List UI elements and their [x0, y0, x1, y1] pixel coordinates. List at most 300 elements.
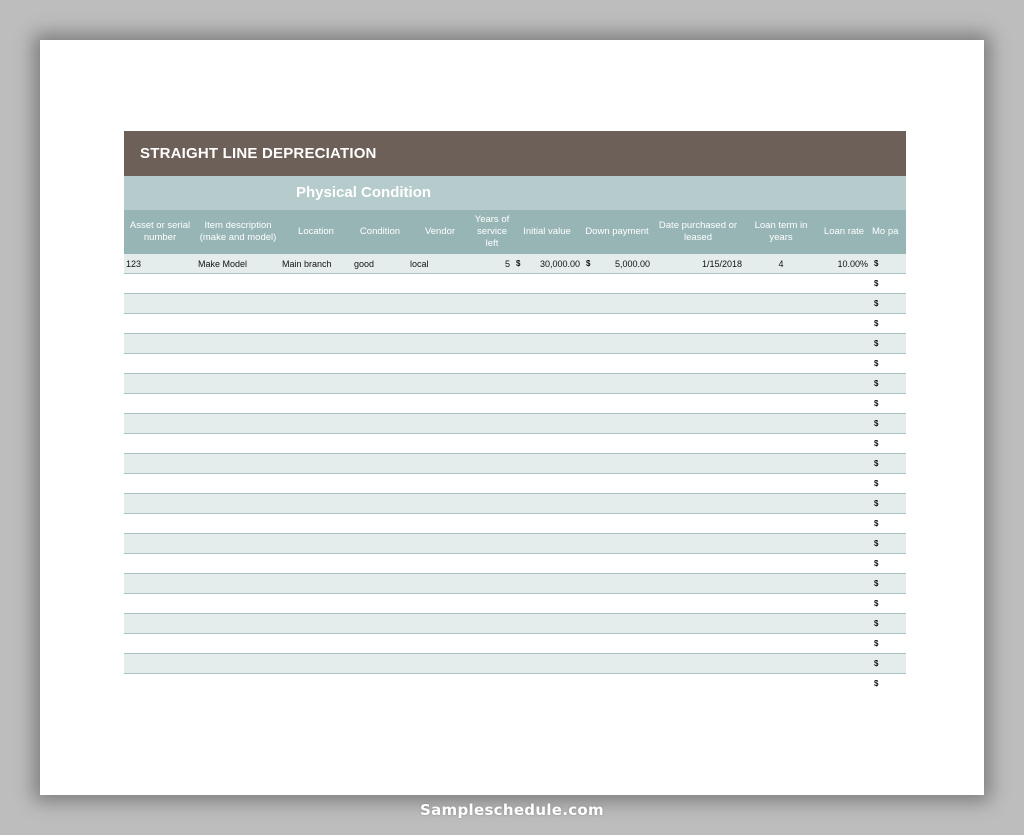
table-cell[interactable]: [408, 354, 472, 374]
table-cell[interactable]: [196, 594, 280, 614]
table-cell[interactable]: [124, 374, 196, 394]
table-cell[interactable]: [472, 334, 512, 354]
table-cell[interactable]: [352, 494, 408, 514]
table-cell[interactable]: [528, 334, 582, 354]
table-cell[interactable]: [528, 534, 582, 554]
table-cell[interactable]: [598, 414, 652, 434]
table-cell[interactable]: [582, 434, 598, 454]
table-cell[interactable]: [512, 314, 528, 334]
table-cell[interactable]: [818, 554, 870, 574]
table-cell[interactable]: [124, 514, 196, 534]
table-cell[interactable]: [652, 494, 744, 514]
table-cell[interactable]: [280, 354, 352, 374]
table-cell[interactable]: [582, 274, 598, 294]
cell-initial-value[interactable]: 30,000.00: [528, 254, 582, 274]
table-cell[interactable]: [472, 554, 512, 574]
table-cell[interactable]: [512, 574, 528, 594]
table-cell[interactable]: [352, 534, 408, 554]
table-cell[interactable]: [598, 534, 652, 554]
table-cell[interactable]: [528, 434, 582, 454]
table-cell[interactable]: [408, 574, 472, 594]
table-cell[interactable]: [744, 494, 818, 514]
table-cell[interactable]: [652, 374, 744, 394]
table-cell[interactable]: [512, 614, 528, 634]
cell-down-payment[interactable]: 5,000.00: [598, 254, 652, 274]
table-cell[interactable]: [652, 394, 744, 414]
table-cell[interactable]: [598, 294, 652, 314]
table-cell[interactable]: [472, 294, 512, 314]
table-cell[interactable]: [408, 474, 472, 494]
table-cell[interactable]: [528, 454, 582, 474]
table-cell[interactable]: [472, 274, 512, 294]
table-cell[interactable]: [196, 454, 280, 474]
table-cell[interactable]: [512, 274, 528, 294]
table-cell[interactable]: [280, 474, 352, 494]
table-cell[interactable]: [408, 334, 472, 354]
table-cell[interactable]: [744, 674, 818, 692]
table-cell[interactable]: [582, 314, 598, 334]
table-cell[interactable]: [280, 674, 352, 692]
table-cell[interactable]: [528, 374, 582, 394]
table-row[interactable]: [124, 394, 906, 414]
table-cell[interactable]: [196, 474, 280, 494]
table-cell[interactable]: [472, 654, 512, 674]
table-cell[interactable]: [124, 314, 196, 334]
table-row[interactable]: [124, 454, 906, 474]
table-row[interactable]: [124, 334, 906, 354]
table-cell[interactable]: [598, 574, 652, 594]
table-cell[interactable]: [472, 354, 512, 374]
table-cell[interactable]: [352, 294, 408, 314]
table-cell[interactable]: [652, 594, 744, 614]
table-cell[interactable]: [598, 334, 652, 354]
table-cell[interactable]: [352, 474, 408, 494]
table-cell[interactable]: [352, 454, 408, 474]
table-cell[interactable]: [582, 634, 598, 654]
table-cell[interactable]: [598, 554, 652, 574]
table-cell[interactable]: [818, 614, 870, 634]
table-cell[interactable]: [280, 634, 352, 654]
table-cell[interactable]: [512, 534, 528, 554]
table-cell[interactable]: [744, 614, 818, 634]
table-cell[interactable]: [352, 514, 408, 534]
table-cell[interactable]: [598, 354, 652, 374]
table-cell[interactable]: [124, 494, 196, 514]
table-cell[interactable]: [352, 414, 408, 434]
table-cell[interactable]: [512, 414, 528, 434]
table-cell[interactable]: [528, 634, 582, 654]
table-row[interactable]: [124, 654, 906, 674]
table-cell[interactable]: [280, 454, 352, 474]
table-cell[interactable]: [280, 574, 352, 594]
table-cell[interactable]: [472, 614, 512, 634]
table-cell[interactable]: [598, 274, 652, 294]
table-cell[interactable]: [598, 314, 652, 334]
table-cell[interactable]: [582, 474, 598, 494]
table-row[interactable]: [124, 674, 906, 692]
table-cell[interactable]: [744, 654, 818, 674]
table-cell[interactable]: [124, 554, 196, 574]
table-cell[interactable]: [512, 594, 528, 614]
table-cell[interactable]: [582, 334, 598, 354]
table-row[interactable]: [124, 534, 906, 554]
cell-loan-term[interactable]: 4: [744, 254, 818, 274]
table-cell[interactable]: [582, 554, 598, 574]
table-cell[interactable]: [472, 534, 512, 554]
table-cell[interactable]: [744, 394, 818, 414]
table-cell[interactable]: [528, 614, 582, 634]
table-cell[interactable]: [352, 574, 408, 594]
table-cell[interactable]: [196, 534, 280, 554]
table-cell[interactable]: [598, 434, 652, 454]
table-cell[interactable]: [124, 594, 196, 614]
table-cell[interactable]: [818, 434, 870, 454]
table-cell[interactable]: [818, 354, 870, 374]
cell-date[interactable]: 1/15/2018: [652, 254, 744, 274]
table-cell[interactable]: [408, 594, 472, 614]
table-cell[interactable]: [408, 514, 472, 534]
table-cell[interactable]: [352, 434, 408, 454]
table-cell[interactable]: [196, 634, 280, 654]
table-cell[interactable]: [280, 294, 352, 314]
table-cell[interactable]: [818, 274, 870, 294]
table-cell[interactable]: [744, 274, 818, 294]
table-cell[interactable]: [124, 434, 196, 454]
table-cell[interactable]: [472, 634, 512, 654]
table-cell[interactable]: [744, 454, 818, 474]
cell-condition[interactable]: good: [352, 254, 408, 274]
table-row[interactable]: [124, 554, 906, 574]
table-cell[interactable]: [598, 594, 652, 614]
table-cell[interactable]: [196, 574, 280, 594]
table-row[interactable]: [124, 514, 906, 534]
table-cell[interactable]: [196, 674, 280, 692]
table-cell[interactable]: [818, 334, 870, 354]
table-cell[interactable]: [818, 494, 870, 514]
table-cell[interactable]: [280, 534, 352, 554]
table-cell[interactable]: [582, 614, 598, 634]
table-cell[interactable]: [598, 454, 652, 474]
table-cell[interactable]: [744, 594, 818, 614]
table-cell[interactable]: [408, 634, 472, 654]
table-cell[interactable]: [196, 294, 280, 314]
table-cell[interactable]: [818, 314, 870, 334]
table-cell[interactable]: [352, 674, 408, 692]
table-row[interactable]: [124, 274, 906, 294]
table-cell[interactable]: [652, 454, 744, 474]
table-row[interactable]: [124, 574, 906, 594]
table-cell[interactable]: [472, 494, 512, 514]
table-cell[interactable]: [528, 654, 582, 674]
table-cell[interactable]: [472, 314, 512, 334]
table-cell[interactable]: [408, 294, 472, 314]
table-cell[interactable]: [352, 314, 408, 334]
table-cell[interactable]: [196, 654, 280, 674]
table-cell[interactable]: [196, 394, 280, 414]
table-cell[interactable]: [280, 654, 352, 674]
table-cell[interactable]: [408, 554, 472, 574]
table-row[interactable]: [124, 614, 906, 634]
table-cell[interactable]: [582, 674, 598, 692]
table-cell[interactable]: [744, 374, 818, 394]
table-cell[interactable]: [818, 654, 870, 674]
table-cell[interactable]: [744, 434, 818, 454]
table-cell[interactable]: [472, 434, 512, 454]
table-cell[interactable]: [598, 374, 652, 394]
table-cell[interactable]: [512, 514, 528, 534]
table-cell[interactable]: [352, 554, 408, 574]
table-cell[interactable]: [512, 354, 528, 374]
table-cell[interactable]: [512, 374, 528, 394]
table-cell[interactable]: [280, 414, 352, 434]
table-cell[interactable]: [280, 554, 352, 574]
table-cell[interactable]: [512, 654, 528, 674]
table-cell[interactable]: [408, 374, 472, 394]
table-cell[interactable]: [598, 474, 652, 494]
table-cell[interactable]: [652, 474, 744, 494]
table-cell[interactable]: [652, 334, 744, 354]
table-cell[interactable]: [408, 674, 472, 692]
table-cell[interactable]: [818, 634, 870, 654]
table-cell[interactable]: [124, 454, 196, 474]
table-cell[interactable]: [512, 674, 528, 692]
table-cell[interactable]: [472, 574, 512, 594]
table-cell[interactable]: [528, 554, 582, 574]
table-cell[interactable]: [512, 454, 528, 474]
table-cell[interactable]: [528, 474, 582, 494]
table-cell[interactable]: [352, 334, 408, 354]
table-cell[interactable]: [472, 514, 512, 534]
table-cell[interactable]: [528, 574, 582, 594]
table-cell[interactable]: [652, 534, 744, 554]
table-cell[interactable]: [582, 574, 598, 594]
table-cell[interactable]: [744, 414, 818, 434]
table-cell[interactable]: [196, 354, 280, 374]
table-cell[interactable]: [528, 514, 582, 534]
table-cell[interactable]: [124, 394, 196, 414]
table-cell[interactable]: [582, 454, 598, 474]
table-cell[interactable]: [818, 594, 870, 614]
table-cell[interactable]: [598, 494, 652, 514]
table-cell[interactable]: [582, 374, 598, 394]
table-cell[interactable]: [528, 414, 582, 434]
table-cell[interactable]: [124, 654, 196, 674]
table-cell[interactable]: [818, 514, 870, 534]
table-cell[interactable]: [280, 434, 352, 454]
table-cell[interactable]: [652, 614, 744, 634]
table-cell[interactable]: [408, 534, 472, 554]
table-cell[interactable]: [408, 314, 472, 334]
table-cell[interactable]: [512, 394, 528, 414]
table-row[interactable]: [124, 294, 906, 314]
table-cell[interactable]: [528, 394, 582, 414]
cell-asset[interactable]: 123: [124, 254, 196, 274]
table-row[interactable]: [124, 414, 906, 434]
table-cell[interactable]: [124, 354, 196, 374]
table-cell[interactable]: [582, 394, 598, 414]
table-cell[interactable]: [528, 294, 582, 314]
table-cell[interactable]: [818, 374, 870, 394]
cell-vendor[interactable]: local: [408, 254, 472, 274]
table-cell[interactable]: [652, 634, 744, 654]
table-cell[interactable]: [512, 474, 528, 494]
table-cell[interactable]: [512, 334, 528, 354]
table-cell[interactable]: [408, 434, 472, 454]
table-row[interactable]: [124, 594, 906, 614]
table-cell[interactable]: [124, 634, 196, 654]
table-cell[interactable]: [280, 514, 352, 534]
table-cell[interactable]: [512, 434, 528, 454]
table-cell[interactable]: [528, 314, 582, 334]
table-cell[interactable]: [196, 514, 280, 534]
table-cell[interactable]: [472, 594, 512, 614]
table-cell[interactable]: [598, 634, 652, 654]
table-cell[interactable]: [818, 474, 870, 494]
table-cell[interactable]: [744, 314, 818, 334]
table-cell[interactable]: [818, 414, 870, 434]
table-cell[interactable]: [528, 494, 582, 514]
table-cell[interactable]: [744, 574, 818, 594]
table-cell[interactable]: [598, 614, 652, 634]
table-cell[interactable]: [652, 514, 744, 534]
table-cell[interactable]: [408, 414, 472, 434]
table-cell[interactable]: [124, 614, 196, 634]
table-cell[interactable]: [196, 494, 280, 514]
table-cell[interactable]: [652, 574, 744, 594]
table-cell[interactable]: [124, 294, 196, 314]
table-cell[interactable]: [598, 654, 652, 674]
table-row[interactable]: [124, 434, 906, 454]
table-cell[interactable]: [582, 354, 598, 374]
table-cell[interactable]: [280, 494, 352, 514]
table-cell[interactable]: [472, 454, 512, 474]
table-cell[interactable]: [280, 394, 352, 414]
table-cell[interactable]: [196, 554, 280, 574]
table-cell[interactable]: [352, 634, 408, 654]
table-cell[interactable]: [818, 674, 870, 692]
table-cell[interactable]: [744, 634, 818, 654]
table-cell[interactable]: [280, 374, 352, 394]
table-cell[interactable]: [582, 534, 598, 554]
table-cell[interactable]: [352, 594, 408, 614]
table-cell[interactable]: [744, 474, 818, 494]
table-row[interactable]: [124, 374, 906, 394]
table-cell[interactable]: [196, 414, 280, 434]
table-cell[interactable]: [408, 494, 472, 514]
table-cell[interactable]: [598, 674, 652, 692]
table-cell[interactable]: [652, 294, 744, 314]
table-cell[interactable]: [124, 534, 196, 554]
table-cell[interactable]: [652, 554, 744, 574]
table-cell[interactable]: [472, 414, 512, 434]
table-cell[interactable]: [280, 274, 352, 294]
table-cell[interactable]: [472, 674, 512, 692]
table-cell[interactable]: [408, 454, 472, 474]
table-cell[interactable]: [818, 454, 870, 474]
table-cell[interactable]: [512, 634, 528, 654]
table-cell[interactable]: [124, 674, 196, 692]
table-cell[interactable]: [744, 334, 818, 354]
table-cell[interactable]: [352, 274, 408, 294]
table-cell[interactable]: [352, 614, 408, 634]
table-row[interactable]: [124, 474, 906, 494]
table-cell[interactable]: [472, 474, 512, 494]
table-cell[interactable]: [744, 294, 818, 314]
cell-location[interactable]: Main branch: [280, 254, 352, 274]
table-cell[interactable]: [352, 374, 408, 394]
table-cell[interactable]: [512, 294, 528, 314]
table-cell[interactable]: [598, 514, 652, 534]
table-cell[interactable]: [512, 554, 528, 574]
table-cell[interactable]: [652, 434, 744, 454]
table-cell[interactable]: [582, 594, 598, 614]
table-cell[interactable]: [512, 494, 528, 514]
table-cell[interactable]: [352, 354, 408, 374]
table-cell[interactable]: [408, 654, 472, 674]
cell-years-left[interactable]: 5: [472, 254, 512, 274]
table-cell[interactable]: [528, 354, 582, 374]
table-cell[interactable]: [582, 494, 598, 514]
table-cell[interactable]: [196, 314, 280, 334]
table-row[interactable]: [124, 254, 906, 274]
table-cell[interactable]: [818, 294, 870, 314]
table-cell[interactable]: [744, 354, 818, 374]
table-cell[interactable]: [280, 334, 352, 354]
table-cell[interactable]: [528, 274, 582, 294]
table-cell[interactable]: [472, 394, 512, 414]
table-cell[interactable]: [582, 514, 598, 534]
table-cell[interactable]: [598, 394, 652, 414]
table-cell[interactable]: [196, 334, 280, 354]
table-cell[interactable]: [124, 334, 196, 354]
table-cell[interactable]: [124, 474, 196, 494]
table-cell[interactable]: [124, 414, 196, 434]
table-cell[interactable]: [818, 574, 870, 594]
table-cell[interactable]: [744, 534, 818, 554]
table-cell[interactable]: [196, 374, 280, 394]
table-row[interactable]: [124, 494, 906, 514]
table-cell[interactable]: [818, 394, 870, 414]
table-cell[interactable]: [652, 414, 744, 434]
table-cell[interactable]: [196, 274, 280, 294]
table-cell[interactable]: [196, 614, 280, 634]
table-cell[interactable]: [352, 394, 408, 414]
table-cell[interactable]: [652, 314, 744, 334]
table-cell[interactable]: [528, 594, 582, 614]
table-cell[interactable]: [652, 354, 744, 374]
table-cell[interactable]: [652, 674, 744, 692]
table-cell[interactable]: [408, 614, 472, 634]
table-cell[interactable]: [652, 274, 744, 294]
table-cell[interactable]: [582, 654, 598, 674]
table-cell[interactable]: [280, 314, 352, 334]
table-cell[interactable]: [582, 294, 598, 314]
table-row[interactable]: [124, 354, 906, 374]
table-cell[interactable]: [124, 574, 196, 594]
table-cell[interactable]: [818, 534, 870, 554]
table-cell[interactable]: [280, 594, 352, 614]
table-row[interactable]: [124, 314, 906, 334]
table-cell[interactable]: [408, 274, 472, 294]
table-cell[interactable]: [652, 654, 744, 674]
table-cell[interactable]: [408, 394, 472, 414]
table-cell[interactable]: [472, 374, 512, 394]
table-cell[interactable]: [280, 614, 352, 634]
table-cell[interactable]: [528, 674, 582, 692]
table-cell[interactable]: [744, 514, 818, 534]
table-cell[interactable]: [196, 434, 280, 454]
table-cell[interactable]: [352, 654, 408, 674]
